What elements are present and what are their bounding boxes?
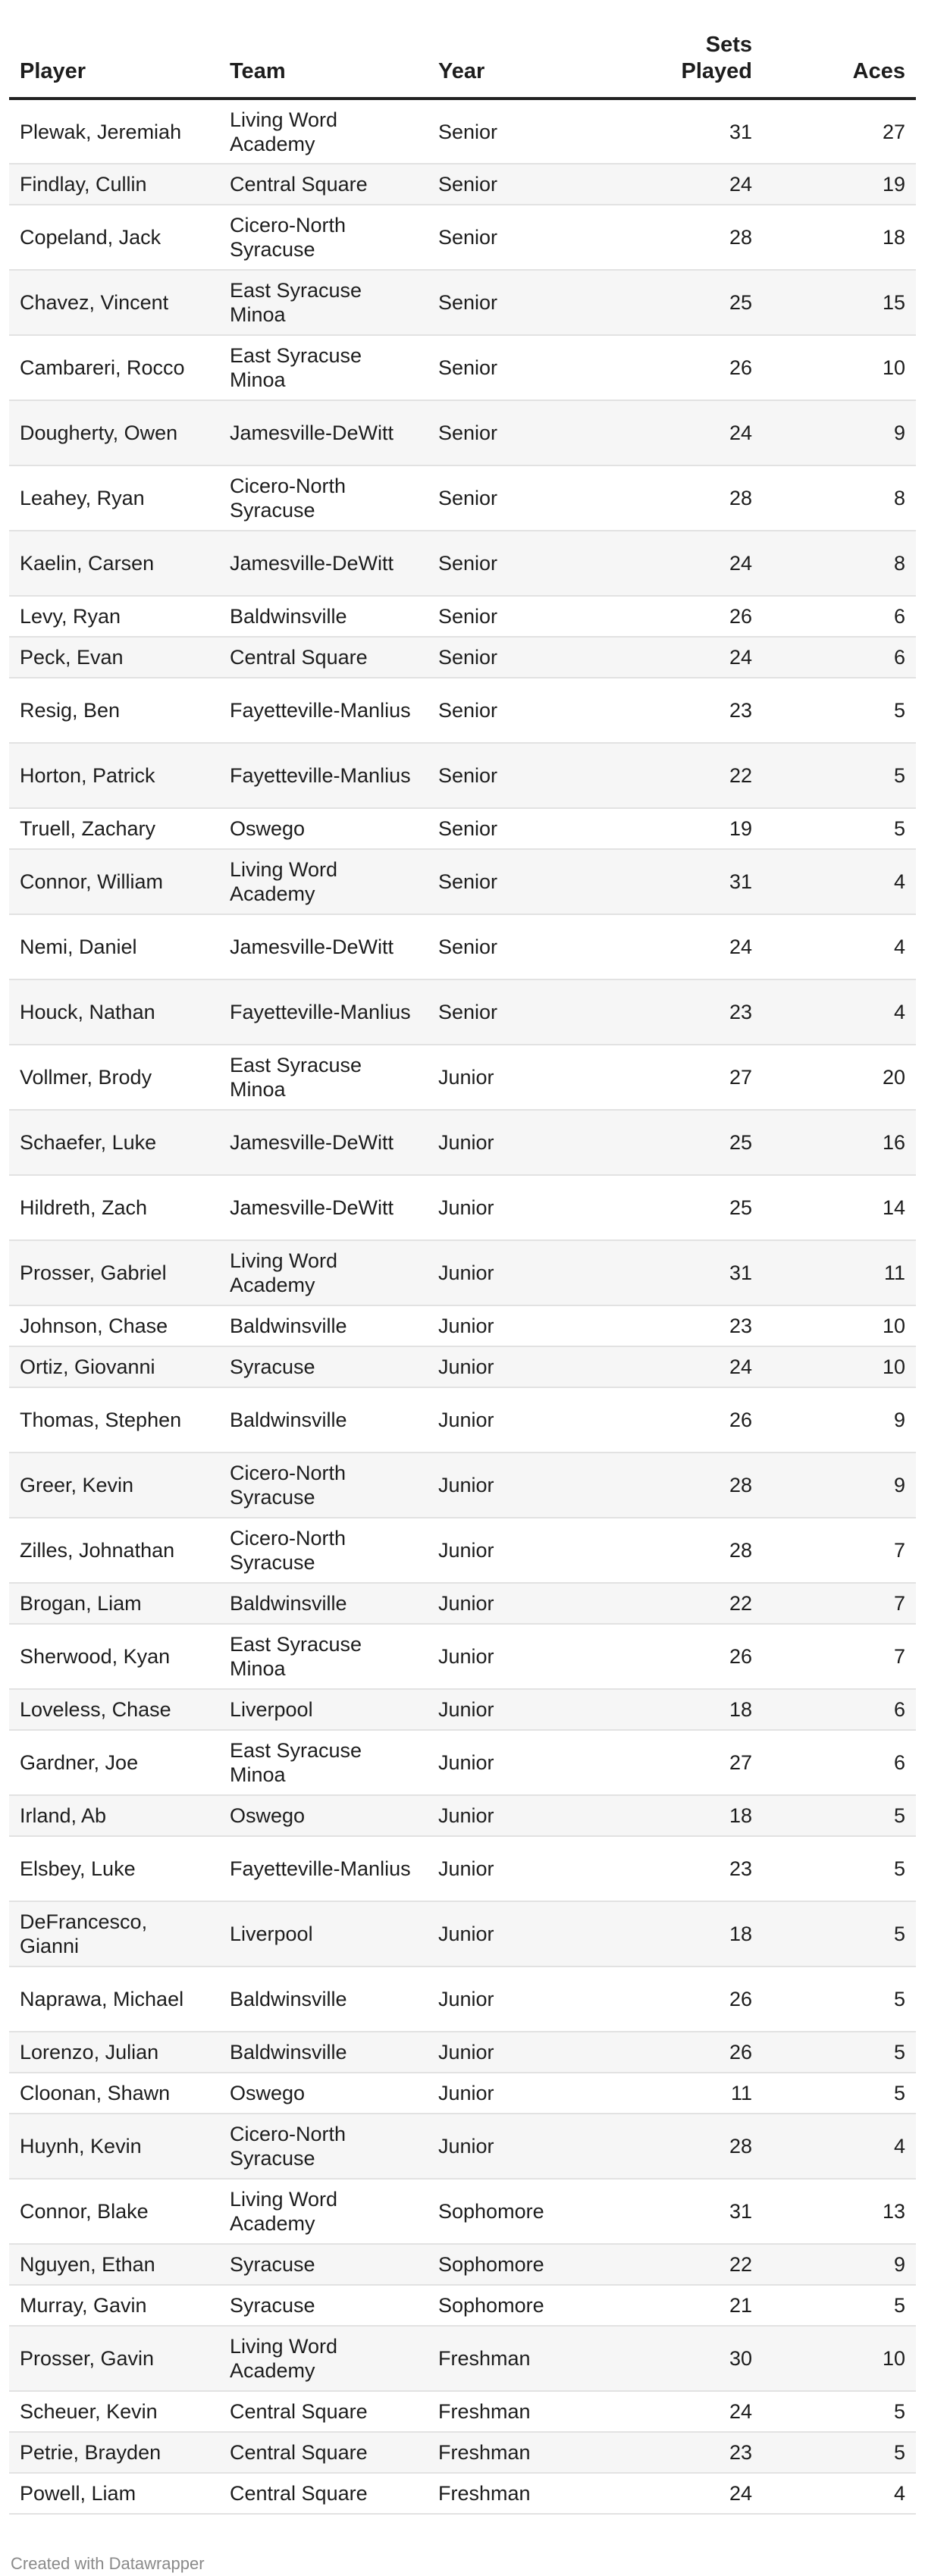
cell-year: Junior <box>428 1346 598 1387</box>
cell-team: Jamesville-DeWitt <box>219 1110 428 1175</box>
table-row <box>9 270 916 335</box>
cell-aces: 5 <box>763 1836 916 1901</box>
cell-year: Junior <box>428 1453 598 1518</box>
cell-sets-played: 23 <box>598 979 763 1045</box>
cell-aces: 5 <box>763 2073 916 2114</box>
cell-aces: 15 <box>763 270 916 335</box>
table-row <box>9 465 916 531</box>
cell-player: Cambareri, Rocco <box>9 335 219 400</box>
cell-year: Junior <box>428 1110 598 1175</box>
cell-aces: 9 <box>763 1387 916 1453</box>
cell-team: Baldwinsville <box>219 1966 428 2032</box>
cell-year: Senior <box>428 808 598 849</box>
cell-sets-played: 18 <box>598 1795 763 1836</box>
cell-year: Senior <box>428 849 598 914</box>
cell-year: Senior <box>428 270 598 335</box>
cell-sets-played: 28 <box>598 205 763 270</box>
cell-player: Lorenzo, Julian <box>9 2032 219 2073</box>
cell-year: Junior <box>428 2114 598 2179</box>
cell-sets-played: 26 <box>598 2032 763 2073</box>
cell-team: East Syracuse Minoa <box>219 270 428 335</box>
cell-sets-played: 28 <box>598 1453 763 1518</box>
cell-team: Central Square <box>219 2473 428 2514</box>
cell-sets-played: 23 <box>598 2432 763 2473</box>
table-row <box>9 2073 916 2114</box>
cell-team: East Syracuse Minoa <box>219 335 428 400</box>
table-row <box>9 808 916 849</box>
cell-team: Jamesville-DeWitt <box>219 914 428 979</box>
cell-team: Fayetteville-Manlius <box>219 743 428 808</box>
header-aces[interactable]: Aces <box>763 23 916 99</box>
table-row <box>9 400 916 465</box>
table-body <box>9 99 916 2514</box>
cell-player: Sherwood, Kyan <box>9 1624 219 1689</box>
cell-year: Junior <box>428 1901 598 1966</box>
cell-team: Baldwinsville <box>219 1583 428 1624</box>
cell-sets-played: 23 <box>598 1836 763 1901</box>
cell-year: Sophomore <box>428 2179 598 2244</box>
cell-sets-played: 19 <box>598 808 763 849</box>
cell-aces: 13 <box>763 2179 916 2244</box>
cell-sets-played: 24 <box>598 531 763 596</box>
table-row <box>9 1795 916 1836</box>
cell-player: Connor, Blake <box>9 2179 219 2244</box>
cell-team: Oswego <box>219 1795 428 1836</box>
cell-year: Junior <box>428 1387 598 1453</box>
cell-team: Living Word Academy <box>219 849 428 914</box>
cell-team: Syracuse <box>219 1346 428 1387</box>
cell-year: Sophomore <box>428 2244 598 2285</box>
cell-team: Baldwinsville <box>219 1387 428 1453</box>
table-row <box>9 1305 916 1346</box>
table-row <box>9 2391 916 2432</box>
cell-sets-played: 24 <box>598 164 763 205</box>
cell-sets-played: 22 <box>598 743 763 808</box>
cell-team: Fayetteville-Manlius <box>219 678 428 743</box>
cell-aces: 4 <box>763 914 916 979</box>
cell-year: Freshman <box>428 2432 598 2473</box>
cell-player: Naprawa, Michael <box>9 1966 219 2032</box>
table-row <box>9 1624 916 1689</box>
cell-year: Senior <box>428 465 598 531</box>
table-row <box>9 1966 916 2032</box>
cell-year: Junior <box>428 1583 598 1624</box>
table-row <box>9 1836 916 1901</box>
table-row <box>9 1518 916 1583</box>
cell-team: Oswego <box>219 2073 428 2114</box>
header-team[interactable]: Team <box>219 23 428 99</box>
table-row <box>9 2179 916 2244</box>
cell-team: Cicero-North Syracuse <box>219 465 428 531</box>
cell-player: Cloonan, Shawn <box>9 2073 219 2114</box>
cell-sets-played: 24 <box>598 1346 763 1387</box>
cell-sets-played: 24 <box>598 914 763 979</box>
cell-team: Living Word Academy <box>219 2326 428 2391</box>
cell-player: Thomas, Stephen <box>9 1387 219 1453</box>
table-row <box>9 596 916 637</box>
table-row <box>9 164 916 205</box>
header-player[interactable]: Player <box>9 23 219 99</box>
cell-team: Baldwinsville <box>219 596 428 637</box>
cell-sets-played: 18 <box>598 1901 763 1966</box>
cell-sets-played: 25 <box>598 1110 763 1175</box>
cell-player: Zilles, Johnathan <box>9 1518 219 1583</box>
cell-sets-played: 26 <box>598 1966 763 2032</box>
aces-table <box>9 23 916 2515</box>
table-row <box>9 2285 916 2326</box>
cell-team: Fayetteville-Manlius <box>219 1836 428 1901</box>
cell-player: Murray, Gavin <box>9 2285 219 2326</box>
cell-year: Junior <box>428 1175 598 1240</box>
cell-aces: 18 <box>763 205 916 270</box>
cell-aces: 7 <box>763 1583 916 1624</box>
table-row <box>9 1387 916 1453</box>
cell-player: Ortiz, Giovanni <box>9 1346 219 1387</box>
cell-aces: 6 <box>763 1730 916 1795</box>
cell-sets-played: 23 <box>598 678 763 743</box>
cell-year: Senior <box>428 205 598 270</box>
cell-player: Resig, Ben <box>9 678 219 743</box>
cell-sets-played: 31 <box>598 99 763 164</box>
cell-team: Cicero-North Syracuse <box>219 1518 428 1583</box>
cell-player: Findlay, Cullin <box>9 164 219 205</box>
cell-year: Junior <box>428 2032 598 2073</box>
cell-player: Nemi, Daniel <box>9 914 219 979</box>
cell-team: Central Square <box>219 2432 428 2473</box>
cell-player: Plewak, Jeremiah <box>9 99 219 164</box>
table-row <box>9 205 916 270</box>
cell-year: Senior <box>428 335 598 400</box>
cell-sets-played: 21 <box>598 2285 763 2326</box>
cell-sets-played: 30 <box>598 2326 763 2391</box>
cell-player: Irland, Ab <box>9 1795 219 1836</box>
cell-team: Central Square <box>219 637 428 678</box>
cell-team: Cicero-North Syracuse <box>219 1453 428 1518</box>
table-row <box>9 1583 916 1624</box>
cell-team: Cicero-North Syracuse <box>219 205 428 270</box>
cell-team: Jamesville-DeWitt <box>219 1175 428 1240</box>
cell-player: Levy, Ryan <box>9 596 219 637</box>
cell-aces: 19 <box>763 164 916 205</box>
cell-player: Peck, Evan <box>9 637 219 678</box>
cell-year: Freshman <box>428 2326 598 2391</box>
cell-player: Leahey, Ryan <box>9 465 219 531</box>
cell-year: Senior <box>428 743 598 808</box>
cell-year: Senior <box>428 164 598 205</box>
cell-player: Truell, Zachary <box>9 808 219 849</box>
cell-player: Greer, Kevin <box>9 1453 219 1518</box>
cell-team: Cicero-North Syracuse <box>219 2114 428 2179</box>
cell-sets-played: 26 <box>598 1387 763 1453</box>
cell-year: Junior <box>428 1966 598 2032</box>
table-row <box>9 1110 916 1175</box>
cell-team: Baldwinsville <box>219 2032 428 2073</box>
cell-year: Junior <box>428 1045 598 1110</box>
table-header <box>9 23 916 99</box>
cell-aces: 10 <box>763 1346 916 1387</box>
cell-year: Senior <box>428 637 598 678</box>
cell-year: Junior <box>428 1689 598 1730</box>
table-row <box>9 979 916 1045</box>
cell-aces: 9 <box>763 1453 916 1518</box>
cell-aces: 4 <box>763 2114 916 2179</box>
cell-year: Senior <box>428 531 598 596</box>
cell-player: Johnson, Chase <box>9 1305 219 1346</box>
cell-aces: 4 <box>763 2473 916 2514</box>
cell-aces: 5 <box>763 1901 916 1966</box>
cell-player: Prosser, Gabriel <box>9 1240 219 1305</box>
cell-year: Junior <box>428 1518 598 1583</box>
table-row <box>9 531 916 596</box>
cell-sets-played: 24 <box>598 400 763 465</box>
cell-year: Junior <box>428 2073 598 2114</box>
cell-year: Freshman <box>428 2391 598 2432</box>
cell-player: Schaefer, Luke <box>9 1110 219 1175</box>
cell-year: Junior <box>428 1624 598 1689</box>
table-row <box>9 1453 916 1518</box>
cell-aces: 5 <box>763 2285 916 2326</box>
cell-team: Jamesville-DeWitt <box>219 400 428 465</box>
cell-year: Junior <box>428 1730 598 1795</box>
cell-sets-played: 28 <box>598 2114 763 2179</box>
cell-aces: 5 <box>763 2032 916 2073</box>
cell-aces: 9 <box>763 2244 916 2285</box>
table-row <box>9 1901 916 1966</box>
table-row <box>9 2473 916 2514</box>
cell-player: Brogan, Liam <box>9 1583 219 1624</box>
cell-player: Hildreth, Zach <box>9 1175 219 1240</box>
table-row <box>9 914 916 979</box>
cell-year: Senior <box>428 979 598 1045</box>
cell-sets-played: 31 <box>598 1240 763 1305</box>
table-row <box>9 1240 916 1305</box>
cell-year: Senior <box>428 99 598 164</box>
cell-aces: 6 <box>763 596 916 637</box>
cell-aces: 11 <box>763 1240 916 1305</box>
cell-player: Prosser, Gavin <box>9 2326 219 2391</box>
cell-aces: 4 <box>763 979 916 1045</box>
cell-year: Senior <box>428 400 598 465</box>
cell-team: East Syracuse Minoa <box>219 1730 428 1795</box>
cell-aces: 16 <box>763 1110 916 1175</box>
cell-year: Freshman <box>428 2473 598 2514</box>
cell-player: Nguyen, Ethan <box>9 2244 219 2285</box>
cell-player: Copeland, Jack <box>9 205 219 270</box>
cell-team: Oswego <box>219 808 428 849</box>
cell-team: Living Word Academy <box>219 99 428 164</box>
cell-aces: 5 <box>763 678 916 743</box>
table-row <box>9 2032 916 2073</box>
cell-sets-played: 26 <box>598 1624 763 1689</box>
cell-sets-played: 28 <box>598 1518 763 1583</box>
cell-year: Sophomore <box>428 2285 598 2326</box>
cell-sets-played: 24 <box>598 637 763 678</box>
cell-sets-played: 27 <box>598 1045 763 1110</box>
cell-aces: 20 <box>763 1045 916 1110</box>
cell-year: Junior <box>428 1795 598 1836</box>
cell-player: Horton, Patrick <box>9 743 219 808</box>
cell-sets-played: 26 <box>598 596 763 637</box>
table-row <box>9 1045 916 1110</box>
table-row <box>9 678 916 743</box>
cell-player: Dougherty, Owen <box>9 400 219 465</box>
cell-aces: 7 <box>763 1518 916 1583</box>
table-row <box>9 1346 916 1387</box>
cell-aces: 6 <box>763 1689 916 1730</box>
table-row <box>9 2244 916 2285</box>
cell-aces: 8 <box>763 531 916 596</box>
cell-player: Powell, Liam <box>9 2473 219 2514</box>
cell-sets-played: 27 <box>598 1730 763 1795</box>
cell-aces: 6 <box>763 637 916 678</box>
cell-aces: 10 <box>763 2326 916 2391</box>
header-sets-played[interactable] <box>598 23 763 99</box>
cell-aces: 5 <box>763 2391 916 2432</box>
cell-aces: 5 <box>763 1795 916 1836</box>
cell-team: East Syracuse Minoa <box>219 1624 428 1689</box>
header-sets-played-label: Sets Played <box>681 33 752 83</box>
cell-team: Liverpool <box>219 1689 428 1730</box>
datawrapper-credit: Created with Datawrapper <box>11 2554 205 2573</box>
cell-aces: 10 <box>763 1305 916 1346</box>
cell-sets-played: 18 <box>598 1689 763 1730</box>
cell-year: Senior <box>428 678 598 743</box>
cell-sets-played: 11 <box>598 2073 763 2114</box>
table-row <box>9 2114 916 2179</box>
cell-aces: 10 <box>763 335 916 400</box>
cell-player: DeFrancesco, Gianni <box>9 1901 219 1966</box>
cell-player: Gardner, Joe <box>9 1730 219 1795</box>
header-row <box>9 23 916 99</box>
cell-team: Jamesville-DeWitt <box>219 531 428 596</box>
cell-sets-played: 26 <box>598 335 763 400</box>
cell-team: Central Square <box>219 164 428 205</box>
cell-team: East Syracuse Minoa <box>219 1045 428 1110</box>
table-row <box>9 335 916 400</box>
cell-player: Connor, William <box>9 849 219 914</box>
table-row <box>9 2326 916 2391</box>
cell-sets-played: 31 <box>598 849 763 914</box>
table-row <box>9 1730 916 1795</box>
cell-team: Living Word Academy <box>219 1240 428 1305</box>
table-row <box>9 1175 916 1240</box>
cell-aces: 7 <box>763 1624 916 1689</box>
cell-year: Senior <box>428 914 598 979</box>
table-row <box>9 637 916 678</box>
cell-player: Scheuer, Kevin <box>9 2391 219 2432</box>
cell-year: Junior <box>428 1305 598 1346</box>
cell-sets-played: 23 <box>598 1305 763 1346</box>
cell-sets-played: 31 <box>598 2179 763 2244</box>
cell-player: Elsbey, Luke <box>9 1836 219 1901</box>
cell-sets-played: 22 <box>598 1583 763 1624</box>
cell-aces: 8 <box>763 465 916 531</box>
cell-aces: 9 <box>763 400 916 465</box>
cell-sets-played: 24 <box>598 2473 763 2514</box>
cell-team: Liverpool <box>219 1901 428 1966</box>
cell-player: Vollmer, Brody <box>9 1045 219 1110</box>
cell-team: Living Word Academy <box>219 2179 428 2244</box>
cell-player: Loveless, Chase <box>9 1689 219 1730</box>
cell-aces: 5 <box>763 2432 916 2473</box>
table-row <box>9 99 916 164</box>
cell-team: Syracuse <box>219 2285 428 2326</box>
cell-aces: 5 <box>763 1966 916 2032</box>
table-row <box>9 743 916 808</box>
cell-sets-played: 28 <box>598 465 763 531</box>
cell-sets-played: 25 <box>598 270 763 335</box>
cell-team: Baldwinsville <box>219 1305 428 1346</box>
cell-player: Kaelin, Carsen <box>9 531 219 596</box>
table-row <box>9 849 916 914</box>
cell-player: Petrie, Brayden <box>9 2432 219 2473</box>
table-row <box>9 2432 916 2473</box>
cell-year: Junior <box>428 1240 598 1305</box>
cell-aces: 27 <box>763 99 916 164</box>
cell-sets-played: 24 <box>598 2391 763 2432</box>
cell-year: Junior <box>428 1836 598 1901</box>
cell-team: Central Square <box>219 2391 428 2432</box>
cell-aces: 14 <box>763 1175 916 1240</box>
cell-player: Huynh, Kevin <box>9 2114 219 2179</box>
cell-sets-played: 22 <box>598 2244 763 2285</box>
table-row <box>9 1689 916 1730</box>
header-year[interactable]: Year <box>428 23 598 99</box>
cell-sets-played: 25 <box>598 1175 763 1240</box>
cell-year: Senior <box>428 596 598 637</box>
cell-team: Syracuse <box>219 2244 428 2285</box>
cell-team: Fayetteville-Manlius <box>219 979 428 1045</box>
cell-aces: 5 <box>763 743 916 808</box>
cell-aces: 5 <box>763 808 916 849</box>
cell-player: Chavez, Vincent <box>9 270 219 335</box>
cell-aces: 4 <box>763 849 916 914</box>
cell-player: Houck, Nathan <box>9 979 219 1045</box>
